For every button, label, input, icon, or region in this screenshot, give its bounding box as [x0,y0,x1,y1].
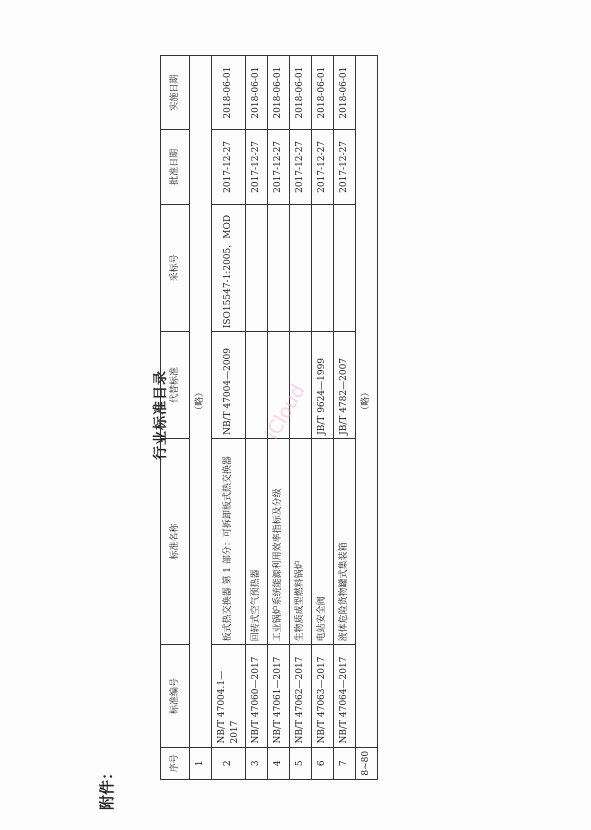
cell-adopted: ISO15547-1:2005，MOD [212,204,246,332]
cell-name: 液体危险货物罐式集装箱 [334,438,356,645]
cell-adopted [268,204,290,332]
cell-approved: 2017-12-27 [334,130,356,204]
cell-adopted [290,204,312,332]
cell-seq: 6 [312,747,334,779]
cell-adopted [312,204,334,332]
header-replaces: 代替标准 [161,332,190,439]
cell-replaces [290,332,312,439]
cell-name: 工业锅炉系统能源利用效率指标及分级 [268,438,290,645]
cell-omitted: （略） [356,56,378,748]
cell-approved: 2017-12-27 [212,130,246,204]
cell-omitted: （略） [190,56,212,748]
cell-code: NB/T 47064—2017 [334,645,356,747]
table-row [356,56,378,780]
cell-seq: 8~80 [356,747,378,779]
cell-name: 电站安全阀 [312,438,334,645]
table-row [246,56,268,780]
cell-code: NB/T 47004.1—2017 [212,645,246,747]
cell-seq: 3 [246,747,268,779]
table-row [268,56,290,780]
cell-effective: 2018-06-01 [246,56,268,130]
header-adopted: 采标号 [161,204,190,332]
cell-seq: 5 [290,747,312,779]
standards-table [160,55,378,780]
cell-name: 回转式空气预热器 [246,438,268,645]
cell-replaces [268,332,290,439]
cell-approved: 2017-12-27 [290,130,312,204]
header-name: 标准名称 [161,438,190,645]
cell-name: 板式热交换器 第 1 部分：可拆卸板式热交换器 [212,438,246,645]
cell-code: NB/T 47060—2017 [246,645,268,747]
table-row [190,56,212,780]
header-effective: 实施日期 [161,56,190,130]
cell-adopted [246,204,268,332]
cell-seq: 2 [212,747,246,779]
cell-seq: 7 [334,747,356,779]
cell-approved: 2017-12-27 [268,130,290,204]
cell-effective: 2018-06-01 [212,56,246,130]
document-title: 行业标准目录 [153,370,169,460]
cell-effective: 2018-06-01 [268,56,290,130]
cell-replaces [246,332,268,439]
header-code: 标准编号 [161,645,190,747]
cell-effective: 2018-06-01 [312,56,334,130]
table-row [290,56,312,780]
header-approved: 批准日期 [161,130,190,204]
table-row [334,56,356,780]
cell-approved: 2017-12-27 [246,130,268,204]
cell-code: NB/T 47062—2017 [290,645,312,747]
cell-replaces: JB/T 4782—2007 [334,332,356,439]
header-seq: 序号 [161,747,190,779]
cell-name: 生物质成型燃料锅炉 [290,438,312,645]
cell-seq: 4 [268,747,290,779]
cell-adopted [334,204,356,332]
cell-approved: 2017-12-27 [312,130,334,204]
cell-replaces: JB/T 9624—1999 [312,332,334,439]
table-header-row [161,56,190,780]
table-row [212,56,246,780]
cell-effective: 2018-06-01 [290,56,312,130]
cell-replaces: NB/T 47004—2009 [212,332,246,439]
cell-code: NB/T 47061—2017 [268,645,290,747]
attachment-label: 附件： [98,764,116,810]
cell-effective: 2018-06-01 [334,56,356,130]
watermark-text: iCloud [260,380,310,444]
cell-code: NB/T 47063—2017 [312,645,334,747]
standards-table-container [160,55,372,780]
table-row [312,56,334,780]
cell-seq: 1 [190,747,212,779]
